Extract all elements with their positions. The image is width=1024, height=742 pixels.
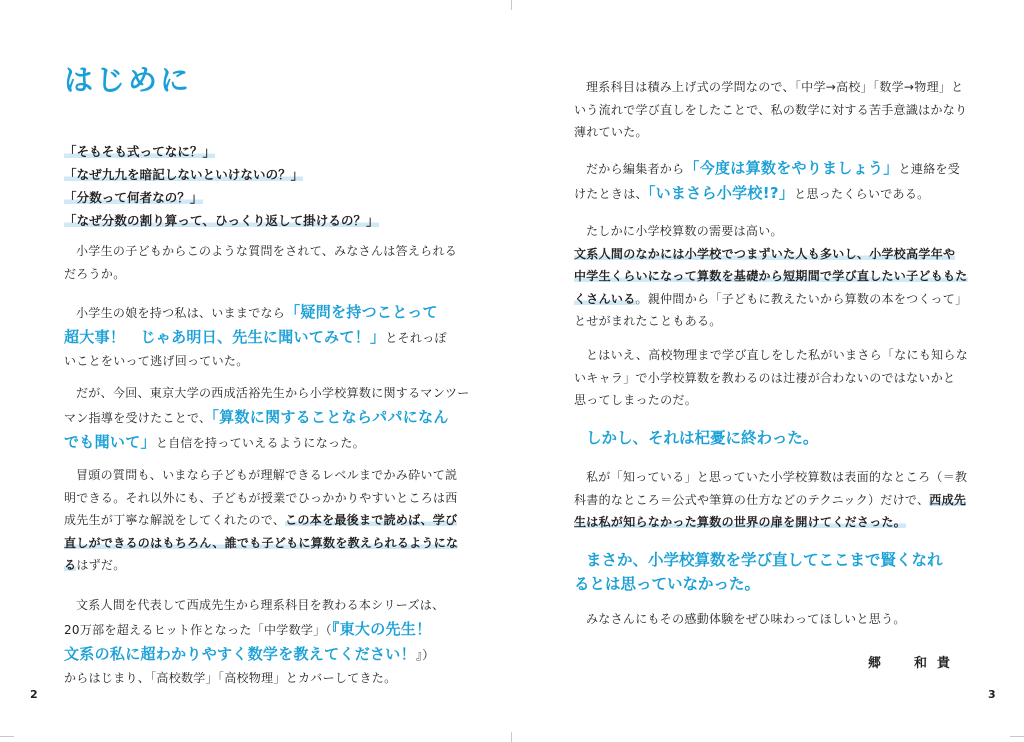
- question-item: 「なぜ分数の割り算って、ひっくり返して掛けるの？」: [64, 213, 379, 228]
- paragraph-4: 冒頭の質問も、いまなら子どもが理解できるレベルまでかみ砕いて説 明できる。それ以外にも、子どもが授業でひっかかりやすいところは西 成先生が丁寧な解説をしてくれたので、この本を最後まで読めば、学び 直しができるのはもちろん、誰でも子どもに算数を教えられるようにな るはずだ。: [64, 468, 459, 572]
- highlight-text: この本を最後まで読めば、学び: [285, 513, 458, 527]
- emphasis-text: 「算数に関することならパパになん: [211, 407, 449, 426]
- question-item: 「なぜ九九を暗記しないといけないの？」: [64, 167, 304, 182]
- emphasis-text: 超大事！ じゃあ明日、先生に聞いてみて！」: [64, 328, 386, 346]
- paragraph-3: だが、今回、東京大学の西成活裕先生から小学校算数に関するマンツー マン指導を受けたことで、「算数に関することならパパになん でも聞いて」と自信を持っていえるようになった。: [64, 386, 470, 451]
- emphasis-text: でも聞いて」: [64, 432, 156, 451]
- page-number: 3: [988, 688, 996, 701]
- callout-text: [574, 548, 943, 596]
- callout-text: しかし、それは杞憂に終わった。: [586, 429, 819, 447]
- highlight-text: 文系人間のなかには小学校でつまずいた人も多いし、小学校高学年や: [574, 246, 956, 261]
- right-page: [512, 0, 1024, 742]
- highlight-text: 生は私が知らなかった算数の世界の扉を開けてくださった。: [574, 515, 907, 529]
- paragraph-4: とはいえ、高校物理まで学び直しをした私がいまさら「なにも知らな いキャラ」で小学校算数を教わるのは辻褄が合わないのではないかと 思ってしまったのだ。: [574, 348, 969, 407]
- paragraph-1: 理系科目は積み上げ式の学問なので、「中学→高校」「数学→物理」と いう流れで学び直しをしたことで、私の数学に対する苦手意識はかなり 薄れていた。: [574, 80, 968, 139]
- highlight-text: 西成先: [929, 492, 967, 507]
- callout-line: まさか、小学校算数を学び直してここまで賢くなれ: [586, 551, 943, 569]
- highlight-text: 直しができるのはもちろん、誰でも子どもに算数を教えられるようにな: [64, 535, 459, 550]
- question-list: [64, 140, 379, 232]
- paragraph-2: 小学生の娘を持つ私は、いままでなら「疑問を持つことって 超大事！ じゃあ明日、先生に聞いてみて！」とそれっぽ いことをいって逃げ回っていた。: [64, 303, 447, 368]
- emphasis-text: 『東大の先生！: [331, 619, 432, 638]
- paragraph-6: みなさんにもその感動体験をぜひ味わってほしいと思う。: [586, 612, 906, 626]
- question-item: 「そもそも式ってなに？」: [64, 144, 216, 159]
- callout-line: るとは思っていなかった。: [574, 575, 761, 593]
- paragraph-5: 私が「知っている」と思っていた小学校算数は表面的なところ（＝教 科書的なところ＝公式や筆算の仕方などのテクニック）だけで、西成先 生は私が知らなかった算数の世界の扉を開けてくださった。: [574, 470, 968, 529]
- paragraph-1: 小学生の子どもからこのような質問をされて、みなさんは答えられる だろうか。: [64, 244, 458, 281]
- highlight-text: る: [64, 558, 77, 572]
- page-number: 2: [30, 688, 38, 701]
- emphasis-text: 「今度は算数をやりましょう」: [684, 159, 899, 177]
- paragraph-3: たしかに小学校算数の需要は高い。 文系人間のなかには小学校でつまずいた人も多いし、小学校高学年や 中学生くらいになって算数を基礎から短期間で学び直したい子どももた くさんいる。親仲間から「子どもに教えたいから算数の本をつくって」 とせがまれたこともある。: [574, 224, 968, 328]
- emphasis-text: 文系の私に超わかりやすく数学を教えてください！: [64, 644, 416, 663]
- page-title: はじめに: [64, 63, 193, 97]
- paragraph-5: 文系人間を代表して西成先生から理系科目を教わる本シリーズは、 20万部を超えるヒット作となった「中学数学」（『東大の先生！ 文系の私に超わかりやすく数学を教えてください！』） からはじまり、「高校数学」「高校物理」とカバーしてきた。: [64, 598, 445, 685]
- highlight-text: 中学生くらいになって算数を基礎から短期間で学び直したい子どももた: [574, 269, 968, 283]
- highlight-text: くさんいる: [574, 291, 636, 306]
- emphasis-text: 「疑問を持つことって: [285, 303, 438, 321]
- question-item: 「分数って何者なの？」: [64, 190, 203, 205]
- paragraph-2: だから編集者から「今度は算数をやりましょう」と連絡を受 けたときは、「いまさら小学校!?」と思ったくらいである。: [574, 159, 961, 202]
- author-name: 郷 和貴: [867, 656, 960, 671]
- emphasis-text: 「いまさら小学校!?」: [647, 184, 795, 202]
